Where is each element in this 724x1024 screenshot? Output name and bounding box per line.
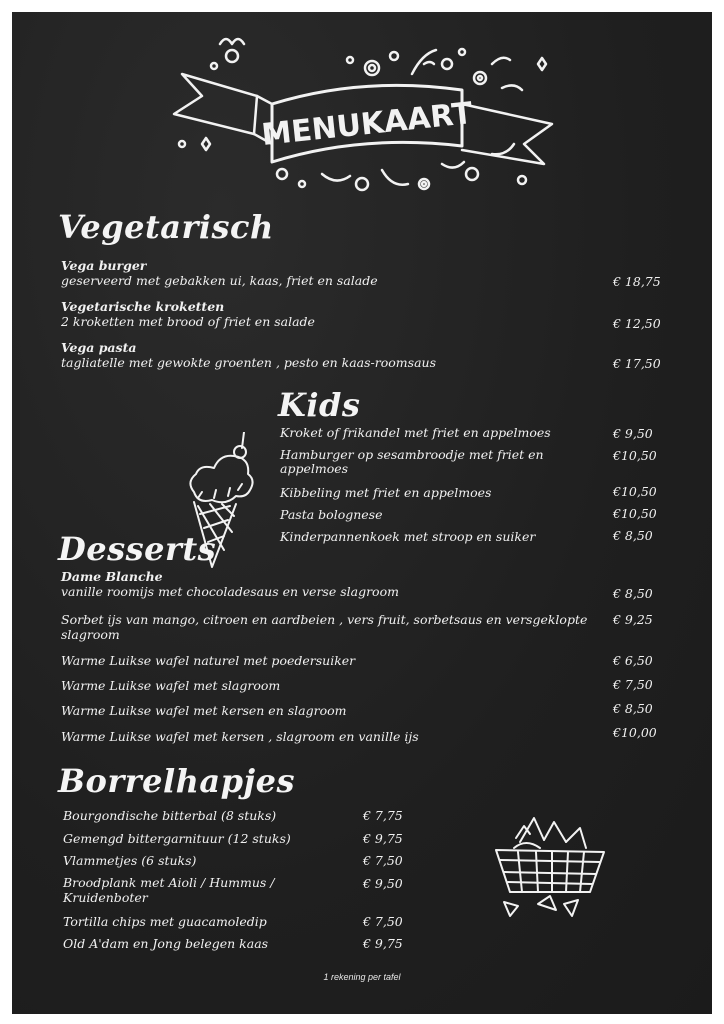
item-price: € 12,50 xyxy=(613,316,661,331)
item-price: € 9,50 xyxy=(363,876,403,891)
list-item: Sorbet ijs van mango, citroen en aardbeien , vers fruit, sorbetsaus en versgeklopte slagroom xyxy=(61,612,588,642)
list-item: Bourgondische bitterbal (8 stuks) xyxy=(63,808,277,823)
item-price: € 8,50 xyxy=(613,701,653,716)
list-item: Warme Luikse wafel naturel met poedersuiker xyxy=(61,653,356,668)
item-name: Dame Blanche xyxy=(61,569,163,584)
item-desc: tagliatelle met gewokte groenten , pesto en kaas-roomsaus xyxy=(61,355,436,370)
item-price: €10,00 xyxy=(613,725,657,740)
item-desc: vanille roomijs met chocoladesaus en verse slagroom xyxy=(61,584,399,599)
item-price: € 7,50 xyxy=(613,677,653,692)
list-item: Old A'dam en Jong belegen kaas xyxy=(63,936,269,951)
item-price: € 18,75 xyxy=(613,274,661,289)
list-item: Warme Luikse wafel met kersen en slagroom xyxy=(61,703,347,718)
item-price: € 9,75 xyxy=(363,831,403,846)
item-name: Vegetarische kroketten xyxy=(61,299,225,314)
list-item: Tortilla chips met guacamoledip xyxy=(63,914,267,929)
item-price: €10,50 xyxy=(613,448,657,463)
list-item: Pasta bolognese xyxy=(280,507,383,522)
nachos-basket-icon xyxy=(490,812,610,922)
section-title-vegetarisch: Vegetarisch xyxy=(58,208,274,246)
item-price: € 9,25 xyxy=(613,612,653,627)
list-item: Warme Luikse wafel met kersen , slagroom en vanille ijs xyxy=(61,729,419,744)
section-title-desserts: Desserts xyxy=(58,530,217,568)
item-desc: 2 kroketten met brood of friet en salade xyxy=(61,314,315,329)
item-price: €10,50 xyxy=(613,484,657,499)
item-price: € 17,50 xyxy=(613,356,661,371)
list-item: Kroket of frikandel met friet en appelmoes xyxy=(280,425,551,440)
item-price: € 7,50 xyxy=(363,853,403,868)
item-price: € 8,50 xyxy=(613,528,653,543)
item-price: € 7,75 xyxy=(363,808,403,823)
item-name: Vega pasta xyxy=(61,340,137,355)
list-item xyxy=(61,569,591,599)
item-price: € 9,75 xyxy=(363,936,403,951)
list-item xyxy=(61,299,591,329)
list-item: Vlammetjes (6 stuks) xyxy=(63,853,197,868)
item-price: € 8,50 xyxy=(613,586,653,601)
menu-banner-illustration xyxy=(162,34,562,204)
list-item: Kibbeling met friet en appelmoes xyxy=(280,485,492,500)
list-item: Warme Luikse wafel met slagroom xyxy=(61,678,281,693)
list-item: Gemengd bittergarnituur (12 stuks) xyxy=(63,831,291,846)
section-title-kids: Kids xyxy=(278,386,361,424)
list-item: Broodplank met Aioli / Hummus / Kruidenboter xyxy=(63,875,275,905)
list-item xyxy=(61,340,591,370)
section-title-borrelhapjes: Borrelhapjes xyxy=(58,762,295,800)
list-item xyxy=(61,258,591,288)
page-title: MENUKAART xyxy=(259,96,475,153)
list-item: Hamburger op sesambroodje met friet en appelmoes xyxy=(280,447,544,476)
item-name: Vega burger xyxy=(61,258,147,273)
item-price: €10,50 xyxy=(613,506,657,521)
item-price: € 9,50 xyxy=(613,426,653,441)
item-price: € 7,50 xyxy=(363,914,403,929)
chalkboard-menu xyxy=(12,12,712,1014)
item-desc: geserveerd met gebakken ui, kaas, friet en salade xyxy=(61,273,378,288)
footer-note: 1 rekening per tafel xyxy=(323,972,401,982)
list-item: Kinderpannenkoek met stroop en suiker xyxy=(280,529,536,544)
item-price: € 6,50 xyxy=(613,653,653,668)
